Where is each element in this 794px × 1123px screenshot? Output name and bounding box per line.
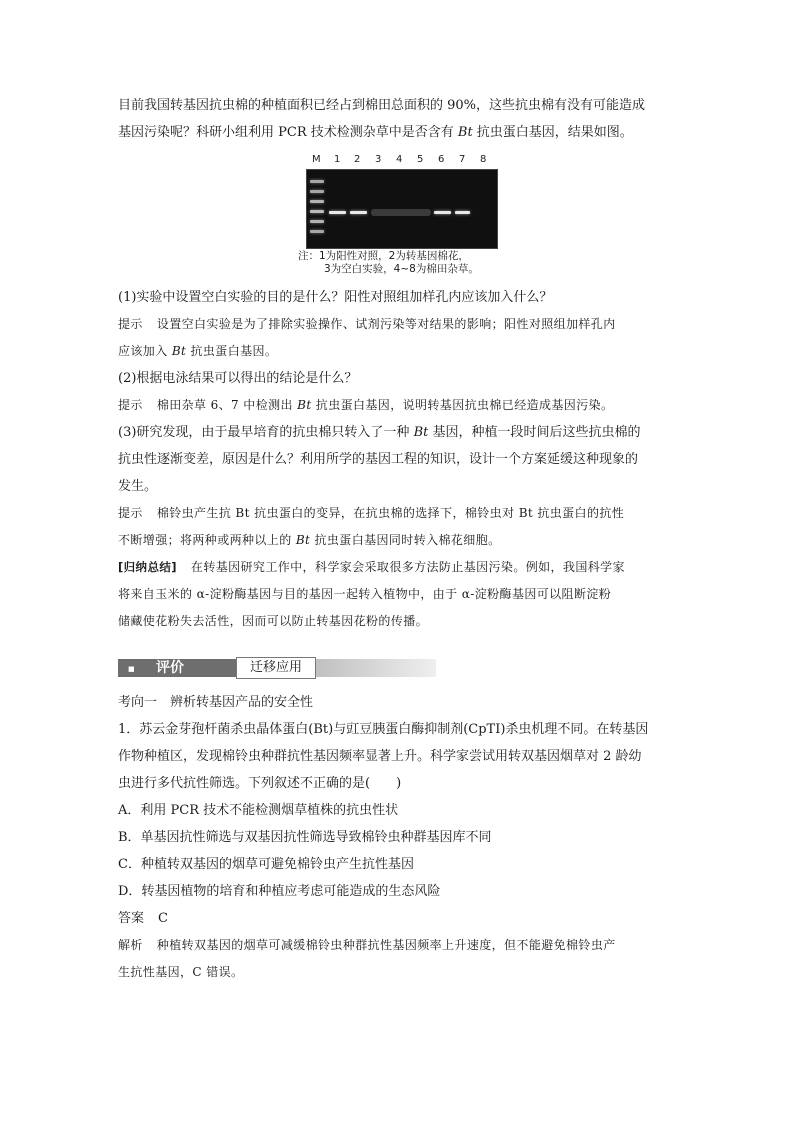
question-3 xyxy=(118,419,678,500)
hint-2 xyxy=(118,392,678,419)
lane6-band xyxy=(434,211,451,214)
lane-label: 8 xyxy=(480,154,487,165)
hint-1-text2b: 抗虫蛋白基因。 xyxy=(186,344,278,358)
gel-electrophoresis-figure xyxy=(118,154,678,284)
question-2: (2)根据电泳结果可以得出的结论是什么？ xyxy=(118,371,358,386)
hint-3-line1: 棉铃虫产生抗 Bt 抗虫蛋白的变异，在抗虫棉的选择下，棉铃虫对 Bt 抗虫蛋白的抗性 xyxy=(156,506,625,520)
hint-1 xyxy=(118,311,678,365)
hint-3 xyxy=(118,500,678,554)
note-line2: 3为空白实验，4~8为棉田杂草。 xyxy=(324,263,479,275)
lane-label: M xyxy=(312,154,321,165)
lane-label: 1 xyxy=(334,154,341,165)
exercise-stem xyxy=(118,716,678,797)
lane-label: 6 xyxy=(438,154,445,165)
lane1-band xyxy=(329,211,346,214)
intro-paragraph xyxy=(118,92,678,146)
lane-label: 2 xyxy=(354,154,361,165)
marker-band xyxy=(310,210,324,213)
stem-line2: 作物种植区，发现棉铃虫种群抗性基因频率显著上升。科学家尝试用转双基因烟草对 2 龄幼 xyxy=(118,749,642,764)
q3-bt: Bt xyxy=(413,425,429,440)
gel-image xyxy=(306,169,498,249)
hint-label: 提示 xyxy=(118,398,143,412)
page-content xyxy=(118,92,678,986)
intro-bt: Bt xyxy=(457,125,473,140)
exercise-direction: 考向一 辨析转基因产品的安全性 xyxy=(118,695,314,710)
stem-line3: 虫进行多代抗性筛选。下列叙述不正确的是( ) xyxy=(118,776,402,791)
hint-label: 提示 xyxy=(118,317,143,331)
summary-line3: 储藏使花粉失去活性，因而可以防止转基因花粉的传播。 xyxy=(118,614,429,628)
intro-line2b: 抗虫蛋白基因，结果如图。 xyxy=(472,125,633,140)
marker-band xyxy=(310,180,324,183)
lanes-3-5-background xyxy=(371,209,431,216)
hint-1-text2a: 应该加入 xyxy=(118,344,172,358)
intro-line1: 目前我国转基因抗虫棉的种植面积已经占到棉田总面积的 90%，这些抗虫棉有没有可能造成 xyxy=(118,98,646,113)
hint-label: 提示 xyxy=(118,506,143,520)
option-d: D．转基因植物的培育和种植应考虑可能造成的生态风险 xyxy=(118,884,441,899)
lane-label: 7 xyxy=(459,154,466,165)
lane-label: 4 xyxy=(396,154,403,165)
marker-band xyxy=(310,190,324,193)
analysis-label: 解析 xyxy=(118,938,143,952)
lane2-band xyxy=(350,211,367,214)
lane-label: 5 xyxy=(417,154,424,165)
banner-subtitle: 迁移应用 xyxy=(236,657,316,679)
hint-1-text: 设置空白实验是为了排除实验操作、试剂污染等对结果的影响；阳性对照组加样孔内 xyxy=(156,317,616,331)
section-banner xyxy=(118,655,436,679)
intro-line2a: 基因污染呢？科研小组利用 PCR 技术检测杂草中是否含有 xyxy=(118,125,458,140)
lane-label: 3 xyxy=(375,154,382,165)
option-a: A．利用 PCR 技术不能检测烟草植株的抗虫性状 xyxy=(118,803,399,818)
banner-title: 评价 xyxy=(156,660,184,676)
summary-line1: 在转基因研究工作中，科学家会采取很多方法防止基因污染。例如，我国科学家 xyxy=(190,560,625,574)
stem-line1: 1．苏云金芽孢杆菌杀虫晶体蛋白(Bt)与豇豆胰蛋白酶抑制剂(CpTI)杀虫机理不同。在转基因 xyxy=(118,722,649,737)
hint-3-line2a: 不断增强；将两种或两种以上的 xyxy=(118,533,296,547)
option-c: C．种植转双基因的烟草可避免棉铃虫产生抗性基因 xyxy=(118,857,414,872)
marker-band xyxy=(310,200,324,203)
hint-2-bt: Bt xyxy=(297,398,312,412)
q3-line1a: (3)研究发现，由于最早培育的抗虫棉只转入了一种 xyxy=(118,425,414,440)
q3-line3: 发生。 xyxy=(118,479,158,494)
lane7-band xyxy=(455,211,470,214)
summary xyxy=(118,554,678,635)
analysis xyxy=(118,932,678,986)
answer-label: 答案 xyxy=(118,911,145,926)
hint-2-a: 棉田杂草 6、7 中检测出 xyxy=(156,398,298,412)
marker-band xyxy=(310,220,324,223)
figure-note xyxy=(298,250,479,276)
square-bullet-icon: ■ xyxy=(128,665,135,673)
hint-3-line2b: 抗虫蛋白基因同时转入棉花细胞。 xyxy=(310,533,501,547)
analysis-line1: 种植转双基因的烟草可减缓棉铃虫种群抗性基因频率上升速度，但不能避免棉铃虫产 xyxy=(156,938,616,952)
answer xyxy=(118,905,678,932)
hint-1-bt: Bt xyxy=(171,344,187,358)
hint-2-b: 抗虫蛋白基因，说明转基因抗虫棉已经造成基因污染。 xyxy=(311,398,614,412)
analysis-line2: 生抗性基因，C 错误。 xyxy=(118,965,244,979)
q3-line2: 抗虫性逐渐变差，原因是什么？利用所学的基因工程的知识，设计一个方案延缓这种现象的 xyxy=(118,452,639,467)
question-1: (1)实验中设置空白实验的目的是什么？阳性对照组加样孔内应该加入什么？ xyxy=(118,290,553,305)
marker-band xyxy=(310,230,324,233)
note-line1: 注：1为阳性对照，2为转基因棉花， xyxy=(298,250,469,262)
summary-line2: 将来自玉米的 α-淀粉酶基因与目的基因一起转入植物中，由于 α-淀粉酶基因可以阻断淀粉 xyxy=(118,587,612,601)
lane-labels xyxy=(306,154,496,168)
hint-3-bt: Bt xyxy=(295,533,311,547)
summary-label: [归纳总结] xyxy=(118,560,177,574)
option-b: B．单基因抗性筛选与双基因抗性筛选导致棉铃虫种群基因库不同 xyxy=(118,830,492,845)
answer-value: C xyxy=(158,911,168,926)
q3-line1b: 基因，种植一段时间后这些抗虫棉的 xyxy=(428,425,641,440)
